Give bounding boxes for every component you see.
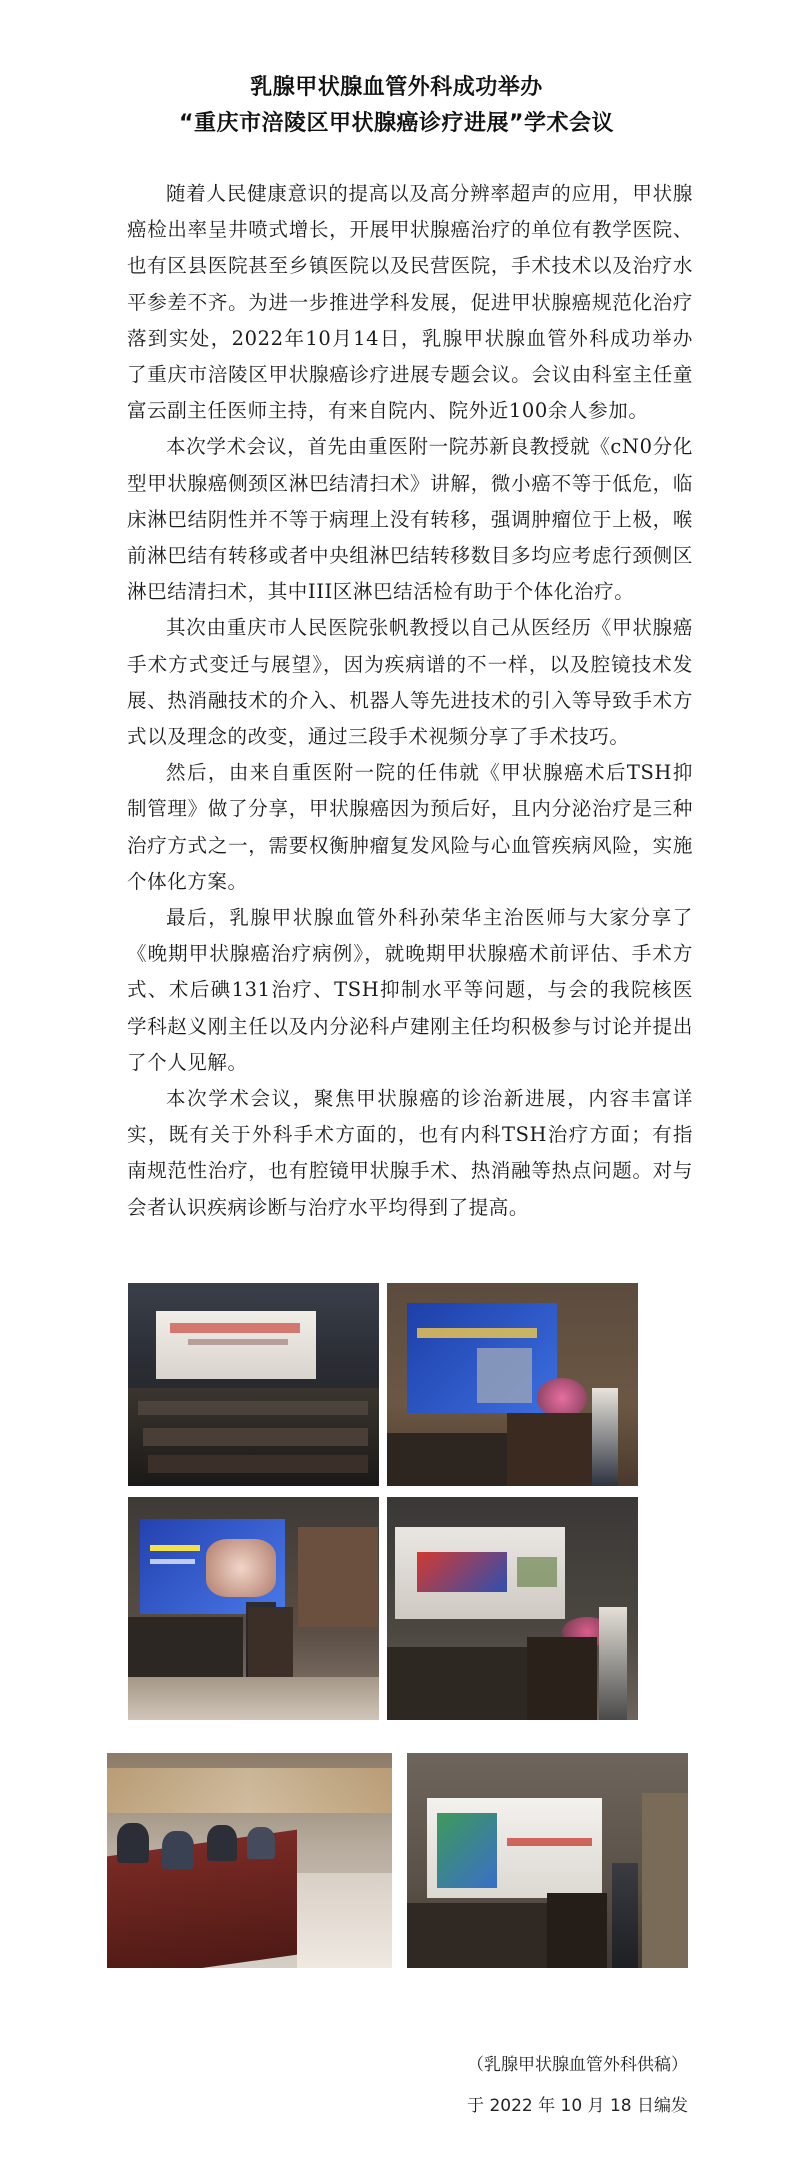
photo-speaker-podium-1: [387, 1283, 638, 1486]
paragraph-summary: 本次学术会议，聚焦甲状腺癌的诊治新进展，内容丰富详实，既有关于外科手术方面的，也有内科TSH治疗方面；有指南规范性治疗，也有腔镜甲状腺手术、热消融等热点问题。对与会者认识疾病诊断与治疗水平均得到了提高。: [127, 1087, 693, 1219]
photo-speaker-slide-3: [387, 1497, 638, 1720]
photo-speaker-slide-2: [128, 1497, 379, 1720]
paragraph-third-talk: 然后，由来自重医附一院的任伟就《甲状腺癌术后TSH抑制管理》做了分享，甲状腺癌因为预后好，且内分泌治疗是三种治疗方式之一，需要权衡肿瘤复发风险与心血管疾病风险，实施个体化方案。: [127, 761, 693, 893]
paragraph-fourth-talk: 最后，乳腺甲状腺血管外科孙荣华主治医师与大家分享了《晚期甲状腺癌治疗病例》，就晚期甲状腺癌术前评估、手术方式、术后碘131治疗、TSH抑制水平等问题，与会的我院核医学科赵义刚主任以及内分泌科卢建刚主任均积极参与讨论并提出了个人见解。: [127, 906, 693, 1074]
article-title-line2: “重庆市涪陵区甲状腺癌诊疗进展”学术会议: [179, 111, 614, 136]
photo-speaker-slide-4: [407, 1753, 688, 1968]
photo-lecture-hall-audience: [128, 1283, 379, 1486]
paragraph-second-talk: 其次由重庆市人民医院张帆教授以自己从医经历《甲状腺癌手术方式变迁与展望》，因为疾病谱的不一样，以及腔镜技术发展、热消融技术的介入、机器人等先进技术的引入等导致手术方式以及理念的改变，通过三段手术视频分享了手术技巧。: [127, 616, 693, 749]
paragraph-intro: 随着人民健康意识的提高以及高分辨率超声的应用，甲状腺癌检出率呈井喷式增长，开展甲状腺癌治疗的单位有教学医院、也有区县医院甚至乡镇医院以及民营医院，手术技术以及治疗水平参差不齐。为进一步推进学科发展，促进甲状腺癌规范化治疗落到实处，2022年10月14日，乳腺甲状腺血管外科成功举办了重庆市涪陵区甲状腺癌诊疗进展专题会议。会议由科室主任童富云副主任医师主持，有来自院内、院外近100余人参加。: [127, 182, 693, 423]
article-title-line1: 乳腺甲状腺血管外科成功举办: [250, 75, 543, 100]
photo-attendees-tables: [107, 1753, 392, 1968]
paragraph-first-talk: 本次学术会议，首先由重医附一院苏新良教授就《cN0分化型甲状腺癌侧颈区淋巴结清扫术》讲解，微小癌不等于低危，临床淋巴结阴性并不等于病理上没有转移，强调肿瘤位于上极，喉前淋巴结有转移或者中央组淋巴结转移数目多均应考虑行颈侧区淋巴结清扫术，其中III区淋巴结活检有助于个体化治疗。: [127, 435, 693, 604]
publish-date-note: 于 2022 年 10 月 18 日编发: [467, 2096, 688, 2116]
article-body: [127, 176, 693, 1226]
source-note: （乳腺甲状腺血管外科供稿）: [467, 2055, 688, 2075]
